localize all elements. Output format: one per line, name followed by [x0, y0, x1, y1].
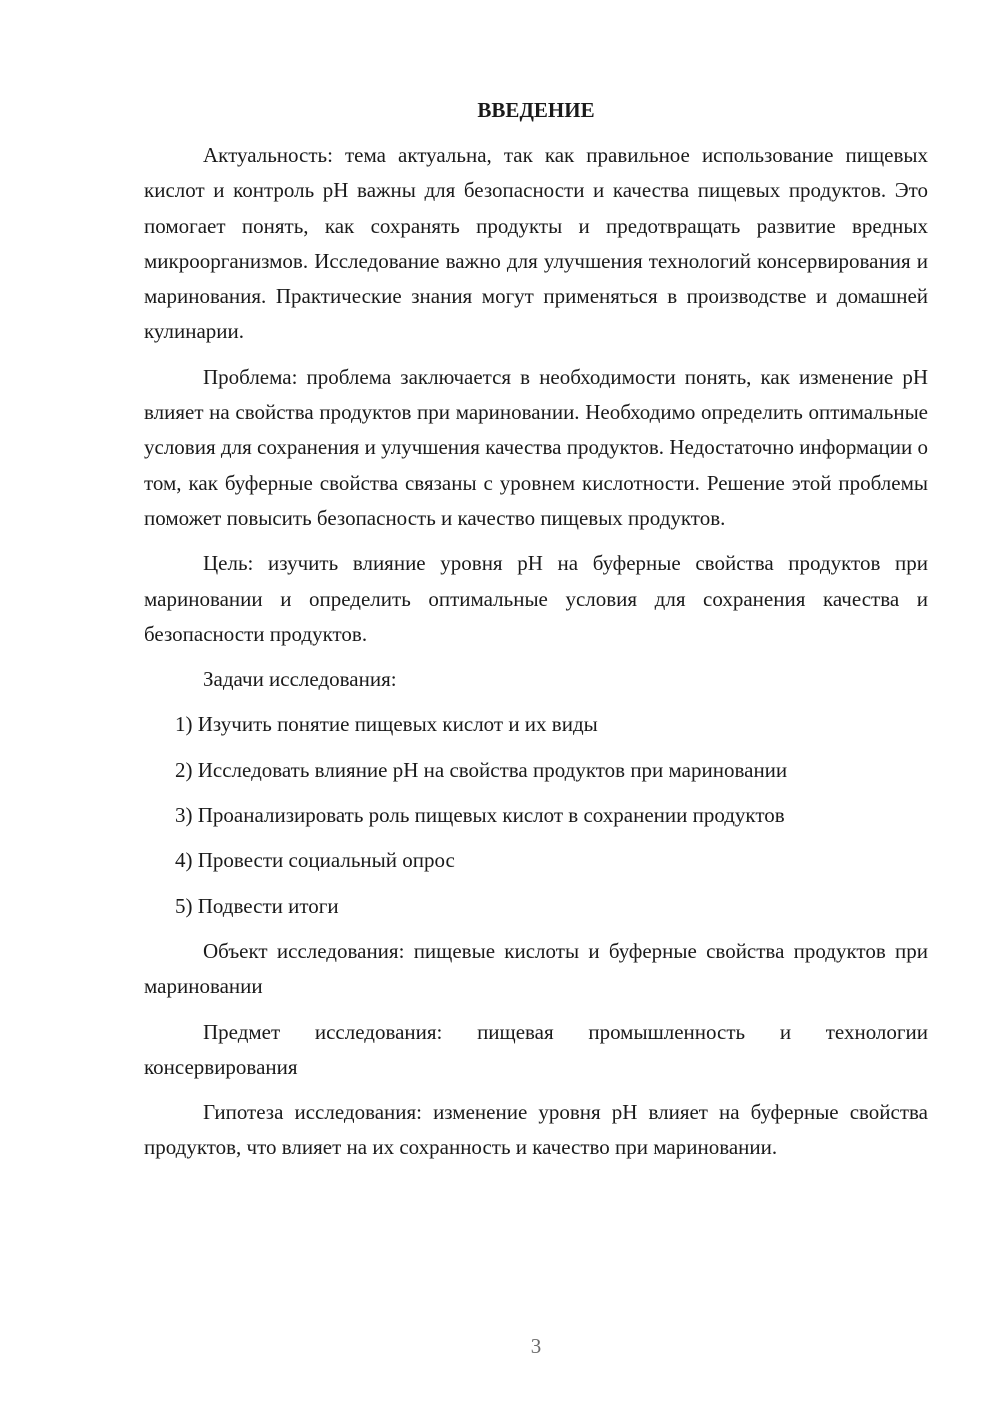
problem-paragraph: Проблема: проблема заключается в необходимости понять, как изменение pH влияет на свойства продуктов при мариновании. Необходимо определить оптимальные условия для сохранения и улучшения качества продуктов. Недостаточно информации о том, как буферные свойства связаны с уровнем кислотности. Решение этой проблемы поможет повысить безопасность и качество пищевых продуктов.: [144, 364, 928, 530]
tasks-title: Задачи исследования:: [203, 667, 397, 692]
task-item: 5) Подвести итоги: [175, 893, 339, 918]
task-item: 1) Изучить понятие пищевых кислот и их виды: [175, 712, 598, 737]
task-item: 4) Провести социальный опрос: [175, 848, 455, 873]
subject-paragraph: Предмет исследования: пищевая промышленность и технологии консервирования: [144, 1019, 928, 1079]
page-number: 3: [530, 1334, 542, 1358]
page-title: ВВЕДЕНИЕ: [477, 98, 595, 122]
document-page: [144, 96, 928, 1176]
tasks-list: [144, 707, 928, 923]
task-item: 3) Проанализировать роль пищевых кислот в сохранении продуктов: [175, 803, 785, 828]
hypothesis-paragraph: Гипотеза исследования: изменение уровня pH влияет на буферные свойства продуктов, что влияет на их сохранность и качество при мариновании.: [144, 1100, 928, 1160]
goal-paragraph: Цель: изучить влияние уровня pH на буферные свойства продуктов при мариновании и определить оптимальные условия для сохранения качества и безопасности продуктов.: [144, 551, 928, 646]
task-item: 2) Исследовать влияние pH на свойства продуктов при мариновании: [175, 757, 788, 782]
relevance-paragraph: Актуальность: тема актуальна, так как правильное использование пищевых кислот и контроль pH важны для безопасности и качества пищевых продуктов. Это помогает понять, как сохранять продукты и предотвращать развитие вредных микроорганизмов. Исследование важно для улучшения технологий консервирования и маринования. Практические знания могут применяться в производстве и домашней кулинарии.: [144, 143, 928, 344]
object-paragraph: Объект исследования: пищевые кислоты и буферные свойства продуктов при мариновании: [144, 938, 928, 999]
